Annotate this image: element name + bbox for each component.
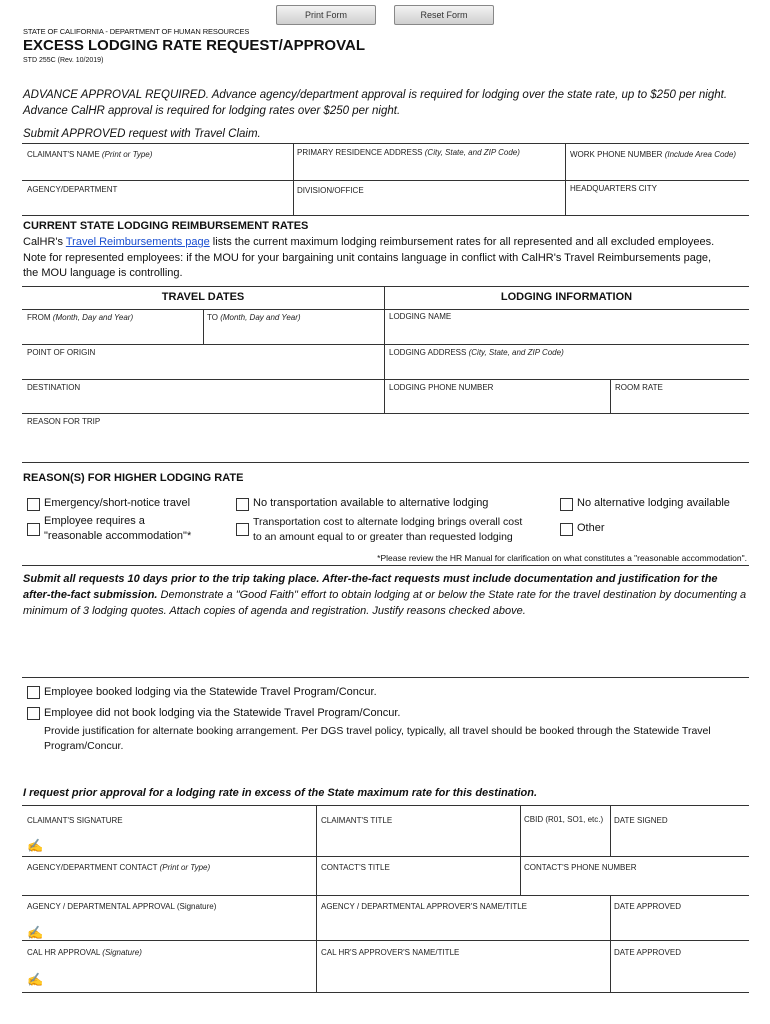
- reset-form-button[interactable]: Reset Form: [394, 5, 494, 25]
- reasonable-accommodation-checkbox[interactable]: [27, 523, 40, 536]
- calhr-approver-label: CAL HR'S APPROVER'S NAME/TITLE: [321, 948, 460, 957]
- departmental-approver-label: AGENCY / DEPARTMENTAL APPROVER'S NAME/TITLE: [321, 902, 528, 911]
- transportation-cost-label: Transportation cost to alternate lodging brings overall cost to an amount equal to or greater than requested lodging: [253, 516, 523, 543]
- not-booked-concur-checkbox[interactable]: [27, 707, 40, 720]
- calhr-approval-label: CAL HR APPROVAL (Signature): [27, 948, 142, 957]
- destination-label: DESTINATION: [27, 383, 81, 392]
- submit-instructions: Submit all requests 10 days prior to the trip taking place. After-the-fact requests must include documentation and justification for the after-the-fact submission. Demonstrate a "Good Faith" effort to obtain lodging at or below the State rate for the travel destination by documenting a minimum of 3 lodging quotes. Attach copies of agenda and registration. Justify reasons checked above.: [23, 573, 747, 617]
- lodging-name-label: LODGING NAME: [389, 312, 452, 321]
- lodging-phone-label: LODGING PHONE NUMBER: [389, 383, 494, 392]
- transportation-cost-checkbox[interactable]: [236, 523, 249, 536]
- no-alternative-lodging-checkbox[interactable]: [560, 498, 573, 511]
- intro-submit: Submit APPROVED request with Travel Claim.: [23, 128, 261, 140]
- contact-title-label: CONTACT'S TITLE: [321, 863, 390, 872]
- work-phone-label: WORK PHONE NUMBER (Include Area Code): [570, 150, 736, 159]
- emergency-label: Emergency/short-notice travel: [44, 497, 191, 509]
- booking-justification-text: Provide justification for alternate booking arrangement. Per DGS travel policy, typically, all travel should be booked through the Statewide Travel Program/Concur.: [44, 725, 711, 752]
- print-form-button[interactable]: Print Form: [276, 5, 376, 25]
- lodging-address-label: LODGING ADDRESS (City, State, and ZIP Code): [389, 348, 564, 357]
- agency-header: STATE OF CALIFORNIA - DEPARTMENT OF HUMAN RESOURCES: [23, 27, 250, 36]
- signature-pen-icon[interactable]: ✍: [27, 925, 44, 940]
- other-label: Other: [577, 522, 605, 534]
- booked-concur-label: Employee booked lodging via the Statewide Travel Program/Concur.: [44, 686, 377, 698]
- intro-advance-approval: ADVANCE APPROVAL REQUIRED. Advance agency/department approval is required for lodging over the state rate, up to $250 per night.: [23, 89, 728, 101]
- date-signed-label: DATE SIGNED: [614, 816, 668, 825]
- signature-pen-icon[interactable]: ✍: [27, 972, 44, 987]
- not-booked-concur-label: Employee did not book lodging via the Statewide Travel Program/Concur.: [44, 707, 401, 719]
- booked-concur-checkbox[interactable]: [27, 686, 40, 699]
- agency-contact-label: AGENCY/DEPARTMENT CONTACT (Print or Type): [27, 863, 211, 872]
- no-transportation-checkbox[interactable]: [236, 498, 249, 511]
- claimant-name-label: CLAIMANT'S NAME (Print or Type): [27, 150, 153, 159]
- division-office-label: DIVISION/OFFICE: [297, 186, 364, 195]
- travel-reimbursements-link[interactable]: Travel Reimbursements page: [65, 236, 210, 248]
- point-of-origin-label: POINT OF ORIGIN: [27, 348, 96, 357]
- emergency-checkbox[interactable]: [27, 498, 40, 511]
- rates-description: CalHR's Travel Reimbursements page lists the current maximum lodging reimbursement rates for all represented and all excluded employees. Note for represented employees: if the MOU for your bargaining unit contains language in conflict with CalHR's Travel Reimbursements page, the MOU language is controlling.: [23, 236, 715, 279]
- date-approved-label: DATE APPROVED: [614, 948, 681, 957]
- page-title: EXCESS LODGING RATE REQUEST/APPROVAL: [23, 37, 365, 54]
- residence-address-label: PRIMARY RESIDENCE ADDRESS (City, State, and ZIP Code): [297, 148, 520, 157]
- rates-heading: CURRENT STATE LODGING REIMBURSEMENT RATES: [23, 220, 309, 232]
- headquarters-city-label: HEADQUARTERS CITY: [570, 184, 657, 193]
- lodging-information-heading: LODGING INFORMATION: [500, 291, 633, 303]
- signature-pen-icon[interactable]: ✍: [27, 838, 44, 853]
- reason-for-trip-label: REASON FOR TRIP: [27, 417, 101, 426]
- claimant-title-label: CLAIMANT'S TITLE: [321, 816, 393, 825]
- cbid-label: CBID (R01, SO1, etc.): [524, 815, 604, 824]
- reasons-heading: REASON(S) FOR HIGHER LODGING RATE: [23, 472, 244, 484]
- travel-dates-heading: TRAVEL DATES: [161, 291, 245, 303]
- date-approved-label: DATE APPROVED: [614, 902, 681, 911]
- form-number: STD 255C (Rev. 10/2019): [23, 57, 104, 64]
- to-date-label: TO (Month, Day and Year): [207, 313, 301, 322]
- room-rate-label: ROOM RATE: [615, 383, 663, 392]
- accommodation-footnote: *Please review the HR Manual for clarification on what constitutes a "reasonable accommodation".: [377, 553, 747, 563]
- no-transportation-label: No transportation available to alternative lodging: [253, 497, 489, 509]
- departmental-approval-label: AGENCY / DEPARTMENTAL APPROVAL (Signature): [27, 902, 217, 911]
- agency-department-label: AGENCY/DEPARTMENT: [27, 185, 118, 194]
- other-checkbox[interactable]: [560, 523, 573, 536]
- claimant-signature-label: CLAIMANT'S SIGNATURE: [27, 816, 123, 825]
- reasonable-accommodation-label: Employee requires a "reasonable accommodation"*: [44, 515, 192, 542]
- contact-phone-label: CONTACT'S PHONE NUMBER: [524, 863, 637, 872]
- approval-request-statement: I request prior approval for a lodging rate in excess of the State maximum rate for this destination.: [23, 787, 538, 799]
- intro-calhr-approval: Advance CalHR approval is required for lodging rates over $250 per night.: [23, 105, 401, 117]
- from-date-label: FROM (Month, Day and Year): [27, 313, 134, 322]
- no-alternative-lodging-label: No alternative lodging available: [577, 497, 730, 509]
